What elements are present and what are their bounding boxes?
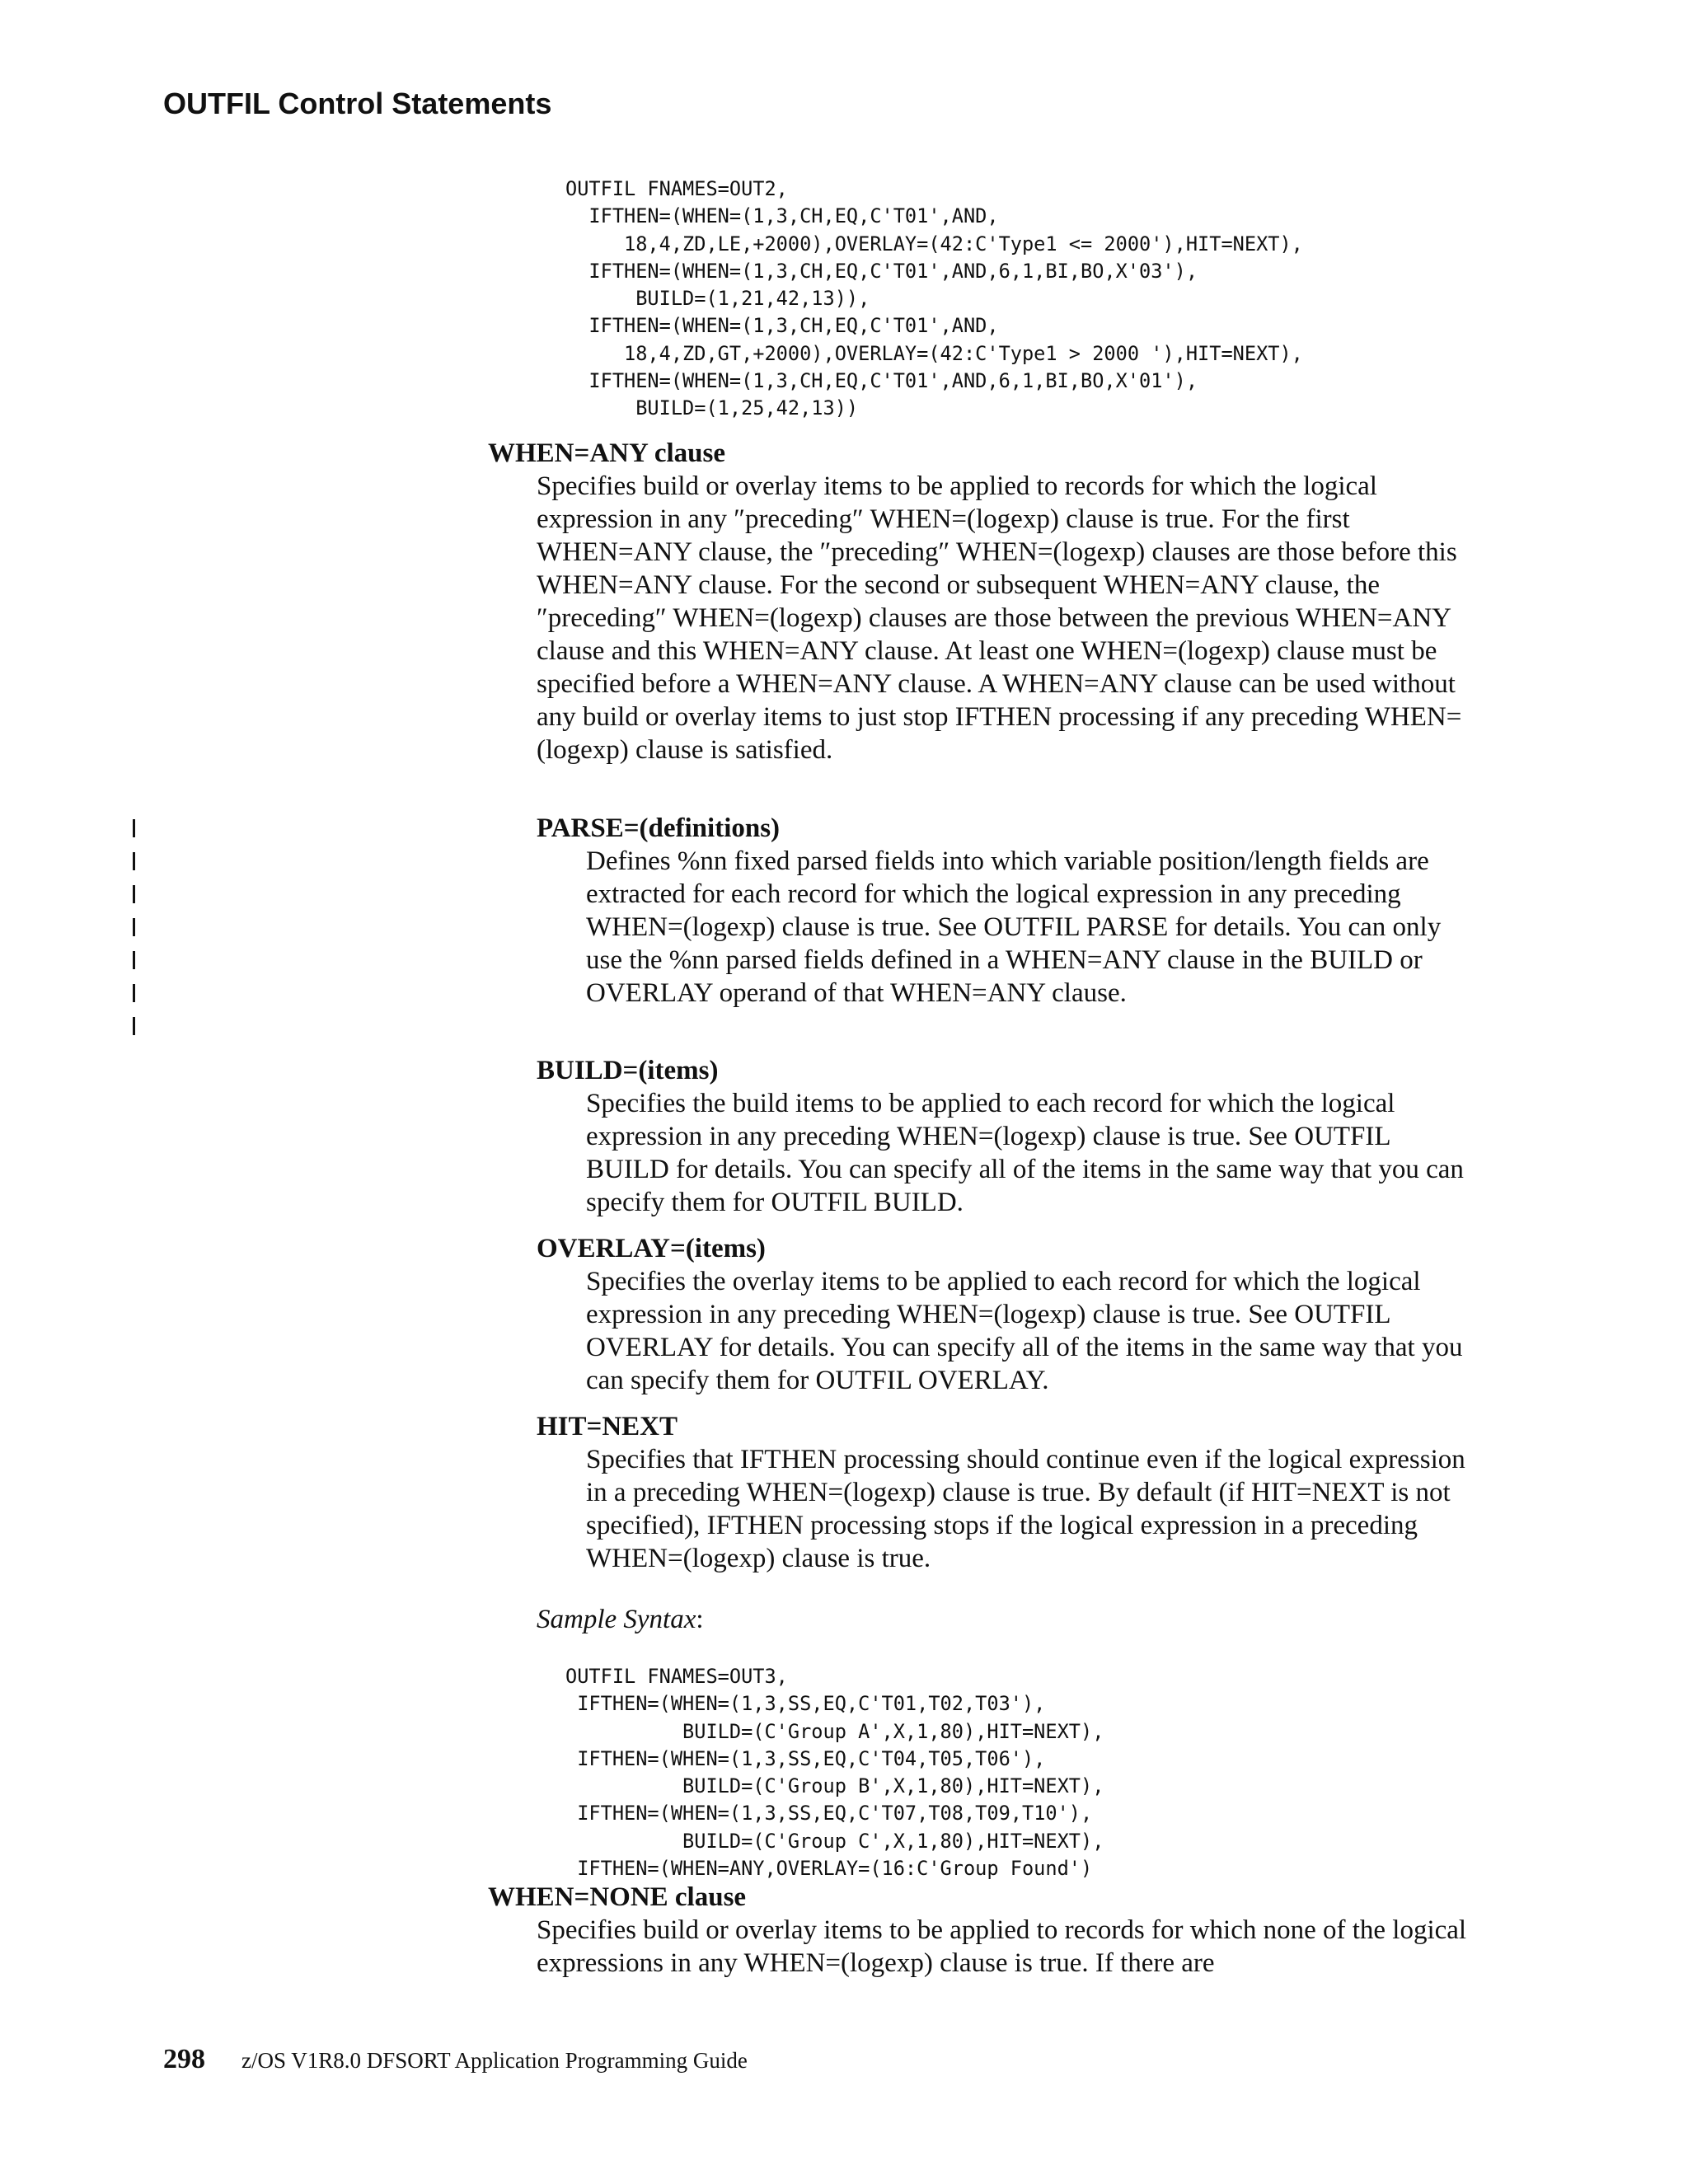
when-any-description: Specifies build or overlay items to be applied to records for which the logical expression in any ″preceding″ WHEN=(logexp) clause is true. For the first WHEN=ANY clause, the ″preceding″ WHEN=(logexp) clauses are those before this WHEN=ANY clause. For the second or subsequent WHEN=ANY clause, the ″preceding″ WHEN=(logexp) clauses are those between the previous WHEN=ANY clause and this WHEN=ANY clause. At least one WHEN=(logexp) clause must be specified before a WHEN=ANY clause. A WHEN=ANY clause can be used without any build or overlay items to just stop IFTHEN processing if any preceding WHEN=(logexp) clause is satisfied.	[537, 471, 1462, 765]
code-example-out2: OUTFIL FNAMES=OUT2, IFTHEN=(WHEN=(1,3,CH,EQ,C'T01',AND, 18,4,ZD,LE,+2000),OVERLAY=(42:C'Type1 <= 2000'),HIT=NEXT), IFTHEN=(WHEN=(1,3,CH,EQ,C'T01',AND,6,1,BI,BO,X'03'), BUILD=(1,21,42,13)), IFTHEN=(WHEN=(1,3,CH,EQ,C'T01',AND, 18,4,ZD,GT,+2000),OVERLAY=(42:C'Type1 > 2000 '),HIT=NEXT), IFTHEN=(WHEN=(1,3,CH,EQ,C'T01',AND,6,1,BI,BO,X'01'), BUILD=(1,25,42,13))	[565, 177, 1303, 420]
overlay-description: Specifies the overlay items to be applied to each record for which the logical expression in any preceding WHEN=(logexp) clause is true. See OUTFIL OVERLAY for details. You can specify all of the items in the same way that you can specify them for OUTFIL OVERLAY.	[586, 1267, 1463, 1395]
page-number: 298	[163, 2044, 205, 2074]
when-any-heading: WHEN=ANY clause	[488, 438, 725, 468]
build-description: Specifies the build items to be applied to each record for which the logical expression in any preceding WHEN=(logexp) clause is true. See OUTFIL BUILD for details. You can specify all of the items in the same way that you can specify them for OUTFIL BUILD.	[586, 1089, 1464, 1217]
when-none-heading: WHEN=NONE clause	[488, 1882, 747, 1912]
revision-bar	[133, 885, 135, 903]
revision-bar	[133, 1017, 135, 1035]
sample-syntax-colon: :	[696, 1605, 704, 1634]
build-heading: BUILD=(items)	[537, 1056, 719, 1085]
revision-bar	[133, 918, 135, 936]
hit-next-description: Specifies that IFTHEN processing should continue even if the logical expression in a preceding WHEN=(logexp) clause is true. By default (if HIT=NEXT is not specified), IFTHEN processing stops if the logical expression in a preceding WHEN=(logexp) clause is true.	[586, 1445, 1465, 1573]
sample-syntax-label	[537, 1603, 704, 1636]
revision-bar	[133, 951, 135, 969]
running-header: OUTFIL Control Statements	[163, 87, 552, 120]
hit-next-heading: HIT=NEXT	[537, 1412, 678, 1441]
book-title: z/OS V1R8.0 DFSORT Application Programming Guide	[241, 2048, 748, 2073]
revision-bar	[133, 852, 135, 870]
sample-syntax-text: Sample Syntax	[537, 1605, 696, 1634]
when-none-description: Specifies build or overlay items to be applied to records for which none of the logical expressions in any WHEN=(logexp) clause is true. If there are	[537, 1915, 1467, 1978]
parse-description: Defines %nn fixed parsed fields into which variable position/length fields are extracted for each record for which the logical expression in any preceding WHEN=(logexp) clause is true. See OUTFIL PARSE for details. You can only use the %nn parsed fields defined in a WHEN=ANY clause in the BUILD or OVERLAY operand of that WHEN=ANY clause.	[586, 846, 1442, 1008]
code-example-out3: OUTFIL FNAMES=OUT3, IFTHEN=(WHEN=(1,3,SS,EQ,C'T01,T02,T03'), BUILD=(C'Group A',X,1,80),HIT=NEXT), IFTHEN=(WHEN=(1,3,SS,EQ,C'T04,T05,T06'), BUILD=(C'Group B',X,1,80),HIT=NEXT), IFTHEN=(WHEN=(1,3,SS,EQ,C'T07,T08,T09,T10'), BUILD=(C'Group C',X,1,80),HIT=NEXT), IFTHEN=(WHEN=ANY,OVERLAY=(16:C'Group Found')	[565, 1665, 1104, 1881]
overlay-heading: OVERLAY=(items)	[537, 1234, 766, 1263]
revision-bar	[133, 984, 135, 1002]
revision-bar	[133, 819, 135, 837]
parse-heading: PARSE=(definitions)	[537, 813, 781, 843]
